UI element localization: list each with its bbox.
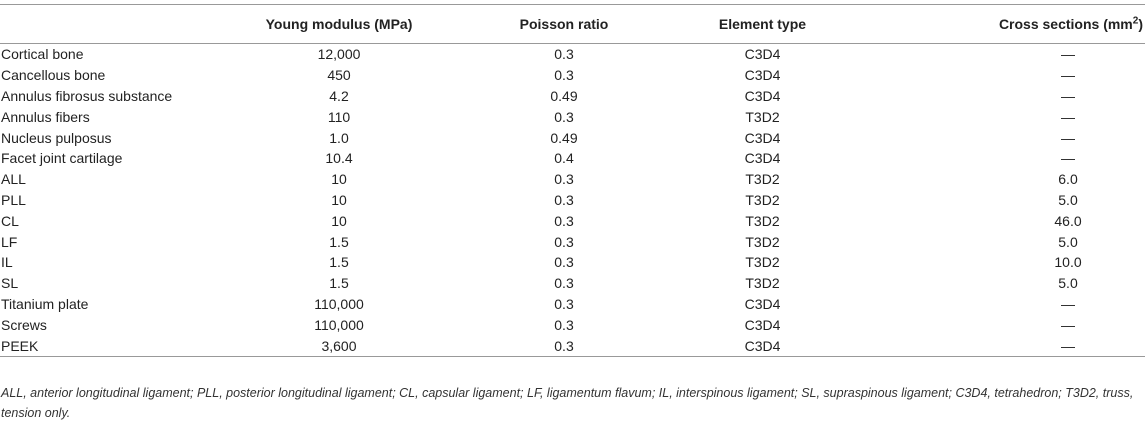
cell-element-type: T3D2 <box>745 191 780 208</box>
cell-element-type: C3D4 <box>744 295 781 312</box>
cell-element-type: C3D4 <box>744 150 781 167</box>
cell-cross-sections: 5.0 <box>1058 275 1078 292</box>
cell-element-type: T3D2 <box>745 212 780 229</box>
cell-element-type: T3D2 <box>745 233 780 250</box>
header-young-modulus: Young modulus (MPa) <box>214 5 464 44</box>
cell-element-type: C3D4 <box>664 335 861 356</box>
cell-poisson-ratio: 0.4 <box>554 150 574 167</box>
table-row <box>0 44 1145 65</box>
cell-young-modulus: 10 <box>331 191 347 208</box>
table-row <box>0 86 1145 107</box>
header-material <box>0 5 214 44</box>
cell-material: SL <box>1 275 19 292</box>
cell-element-type: C3D4 <box>744 67 781 84</box>
cell-cross-sections: — <box>1061 150 1075 167</box>
cell-cross-sections: 6.0 <box>1058 171 1078 188</box>
cell-young-modulus: 12,000 <box>317 46 361 63</box>
cell-material: IL <box>1 254 13 271</box>
cell-element-type: C3D4 <box>744 316 781 333</box>
cell-cross-sections: 5.0 <box>1058 191 1078 208</box>
cell-material: PLL <box>1 191 26 208</box>
header-cross-sections-close: ) <box>1138 16 1143 32</box>
cell-material: Cortical bone <box>1 46 84 63</box>
cell-young-modulus: 450 <box>327 67 351 84</box>
cell-cross-sections: — <box>861 335 1145 356</box>
cell-poisson-ratio: 0.3 <box>554 67 574 84</box>
cell-material: LF <box>1 233 18 250</box>
table-row <box>0 231 1145 252</box>
table-row <box>0 314 1145 335</box>
cell-poisson-ratio: 0.3 <box>554 46 574 63</box>
cell-young-modulus: 1.5 <box>329 254 349 271</box>
table-row <box>0 252 1145 273</box>
cell-material: Cancellous bone <box>1 67 106 84</box>
cell-cross-sections: — <box>1061 46 1075 63</box>
table-row <box>0 190 1145 211</box>
cell-material: Nucleus pulposus <box>1 129 112 146</box>
cell-cross-sections: — <box>1061 316 1075 333</box>
cell-material: ALL <box>1 171 26 188</box>
cell-young-modulus: 1.5 <box>329 233 349 250</box>
cell-poisson-ratio: 0.3 <box>554 212 574 229</box>
table-row <box>0 294 1145 315</box>
table-row <box>0 65 1145 86</box>
cell-poisson-ratio: 0.3 <box>554 275 574 292</box>
cell-material: PEEK <box>0 335 214 356</box>
cell-element-type: T3D2 <box>745 275 780 292</box>
header-element-type: Element type <box>664 5 861 44</box>
cell-poisson-ratio: 0.3 <box>554 191 574 208</box>
cell-young-modulus: 110 <box>327 108 351 125</box>
cell-young-modulus: 10.4 <box>325 150 353 167</box>
header-cross-sections <box>861 5 1145 44</box>
cell-poisson-ratio: 0.3 <box>464 335 664 356</box>
cell-cross-sections: — <box>1061 67 1075 84</box>
header-cross-sections-exponent: 2 <box>1132 15 1139 27</box>
cell-element-type: T3D2 <box>745 108 780 125</box>
cell-young-modulus: 10 <box>331 171 347 188</box>
cell-poisson-ratio: 0.49 <box>550 87 578 104</box>
cell-material: Titanium plate <box>1 295 89 312</box>
cell-element-type: T3D2 <box>745 254 780 271</box>
table-row <box>0 148 1145 169</box>
cell-young-modulus: 4.2 <box>329 87 349 104</box>
cell-poisson-ratio: 0.3 <box>554 316 574 333</box>
cell-material: Annulus fibrosus substance <box>1 87 173 104</box>
cell-poisson-ratio: 0.3 <box>554 295 574 312</box>
cell-element-type: C3D4 <box>744 87 781 104</box>
table-footnote: ALL, anterior longitudinal ligament; PLL, posterior longitudinal ligament; CL, capsular ligament; LF, ligamentum flavum; IL, interspinous ligament; SL, supraspinous ligament; C3D4, tetrahedron; T3D2, truss, tension only. <box>1 386 1134 420</box>
cell-poisson-ratio: 0.3 <box>554 254 574 271</box>
cell-poisson-ratio: 0.3 <box>554 233 574 250</box>
cell-cross-sections: — <box>1061 295 1075 312</box>
cell-poisson-ratio: 0.3 <box>554 108 574 125</box>
header-poisson-ratio: Poisson ratio <box>464 5 664 44</box>
cell-element-type: C3D4 <box>744 46 781 63</box>
cell-cross-sections: — <box>1061 108 1075 125</box>
cell-cross-sections: — <box>1061 129 1075 146</box>
cell-cross-sections: 10.0 <box>1054 254 1082 271</box>
cell-cross-sections: — <box>1061 87 1075 104</box>
table-row <box>0 335 1145 356</box>
header-row <box>0 5 1145 44</box>
cell-poisson-ratio: 0.49 <box>550 129 578 146</box>
cell-material: Facet joint cartilage <box>1 150 123 167</box>
table-body <box>0 44 1145 357</box>
material-properties-table <box>0 4 1145 357</box>
table-row <box>0 273 1145 294</box>
cell-cross-sections: 46.0 <box>1054 212 1082 229</box>
cell-cross-sections: 5.0 <box>1058 233 1078 250</box>
table-row <box>0 169 1145 190</box>
cell-element-type: C3D4 <box>744 129 781 146</box>
cell-material: CL <box>1 212 19 229</box>
cell-young-modulus: 1.5 <box>329 275 349 292</box>
table-row <box>0 106 1145 127</box>
table-row <box>0 210 1145 231</box>
cell-poisson-ratio: 0.3 <box>554 171 574 188</box>
cell-young-modulus: 1.0 <box>329 129 349 146</box>
table-header <box>0 5 1145 44</box>
cell-young-modulus: 10 <box>331 212 347 229</box>
table-row <box>0 127 1145 148</box>
cell-young-modulus: 110,000 <box>314 295 364 312</box>
cell-element-type: T3D2 <box>745 171 780 188</box>
cell-young-modulus: 110,000 <box>314 316 364 333</box>
cell-young-modulus: 3,600 <box>214 335 464 356</box>
header-cross-sections-label: Cross sections (mm <box>998 16 1133 32</box>
cell-material: Screws <box>1 316 47 333</box>
cell-material: Annulus fibers <box>1 108 90 125</box>
